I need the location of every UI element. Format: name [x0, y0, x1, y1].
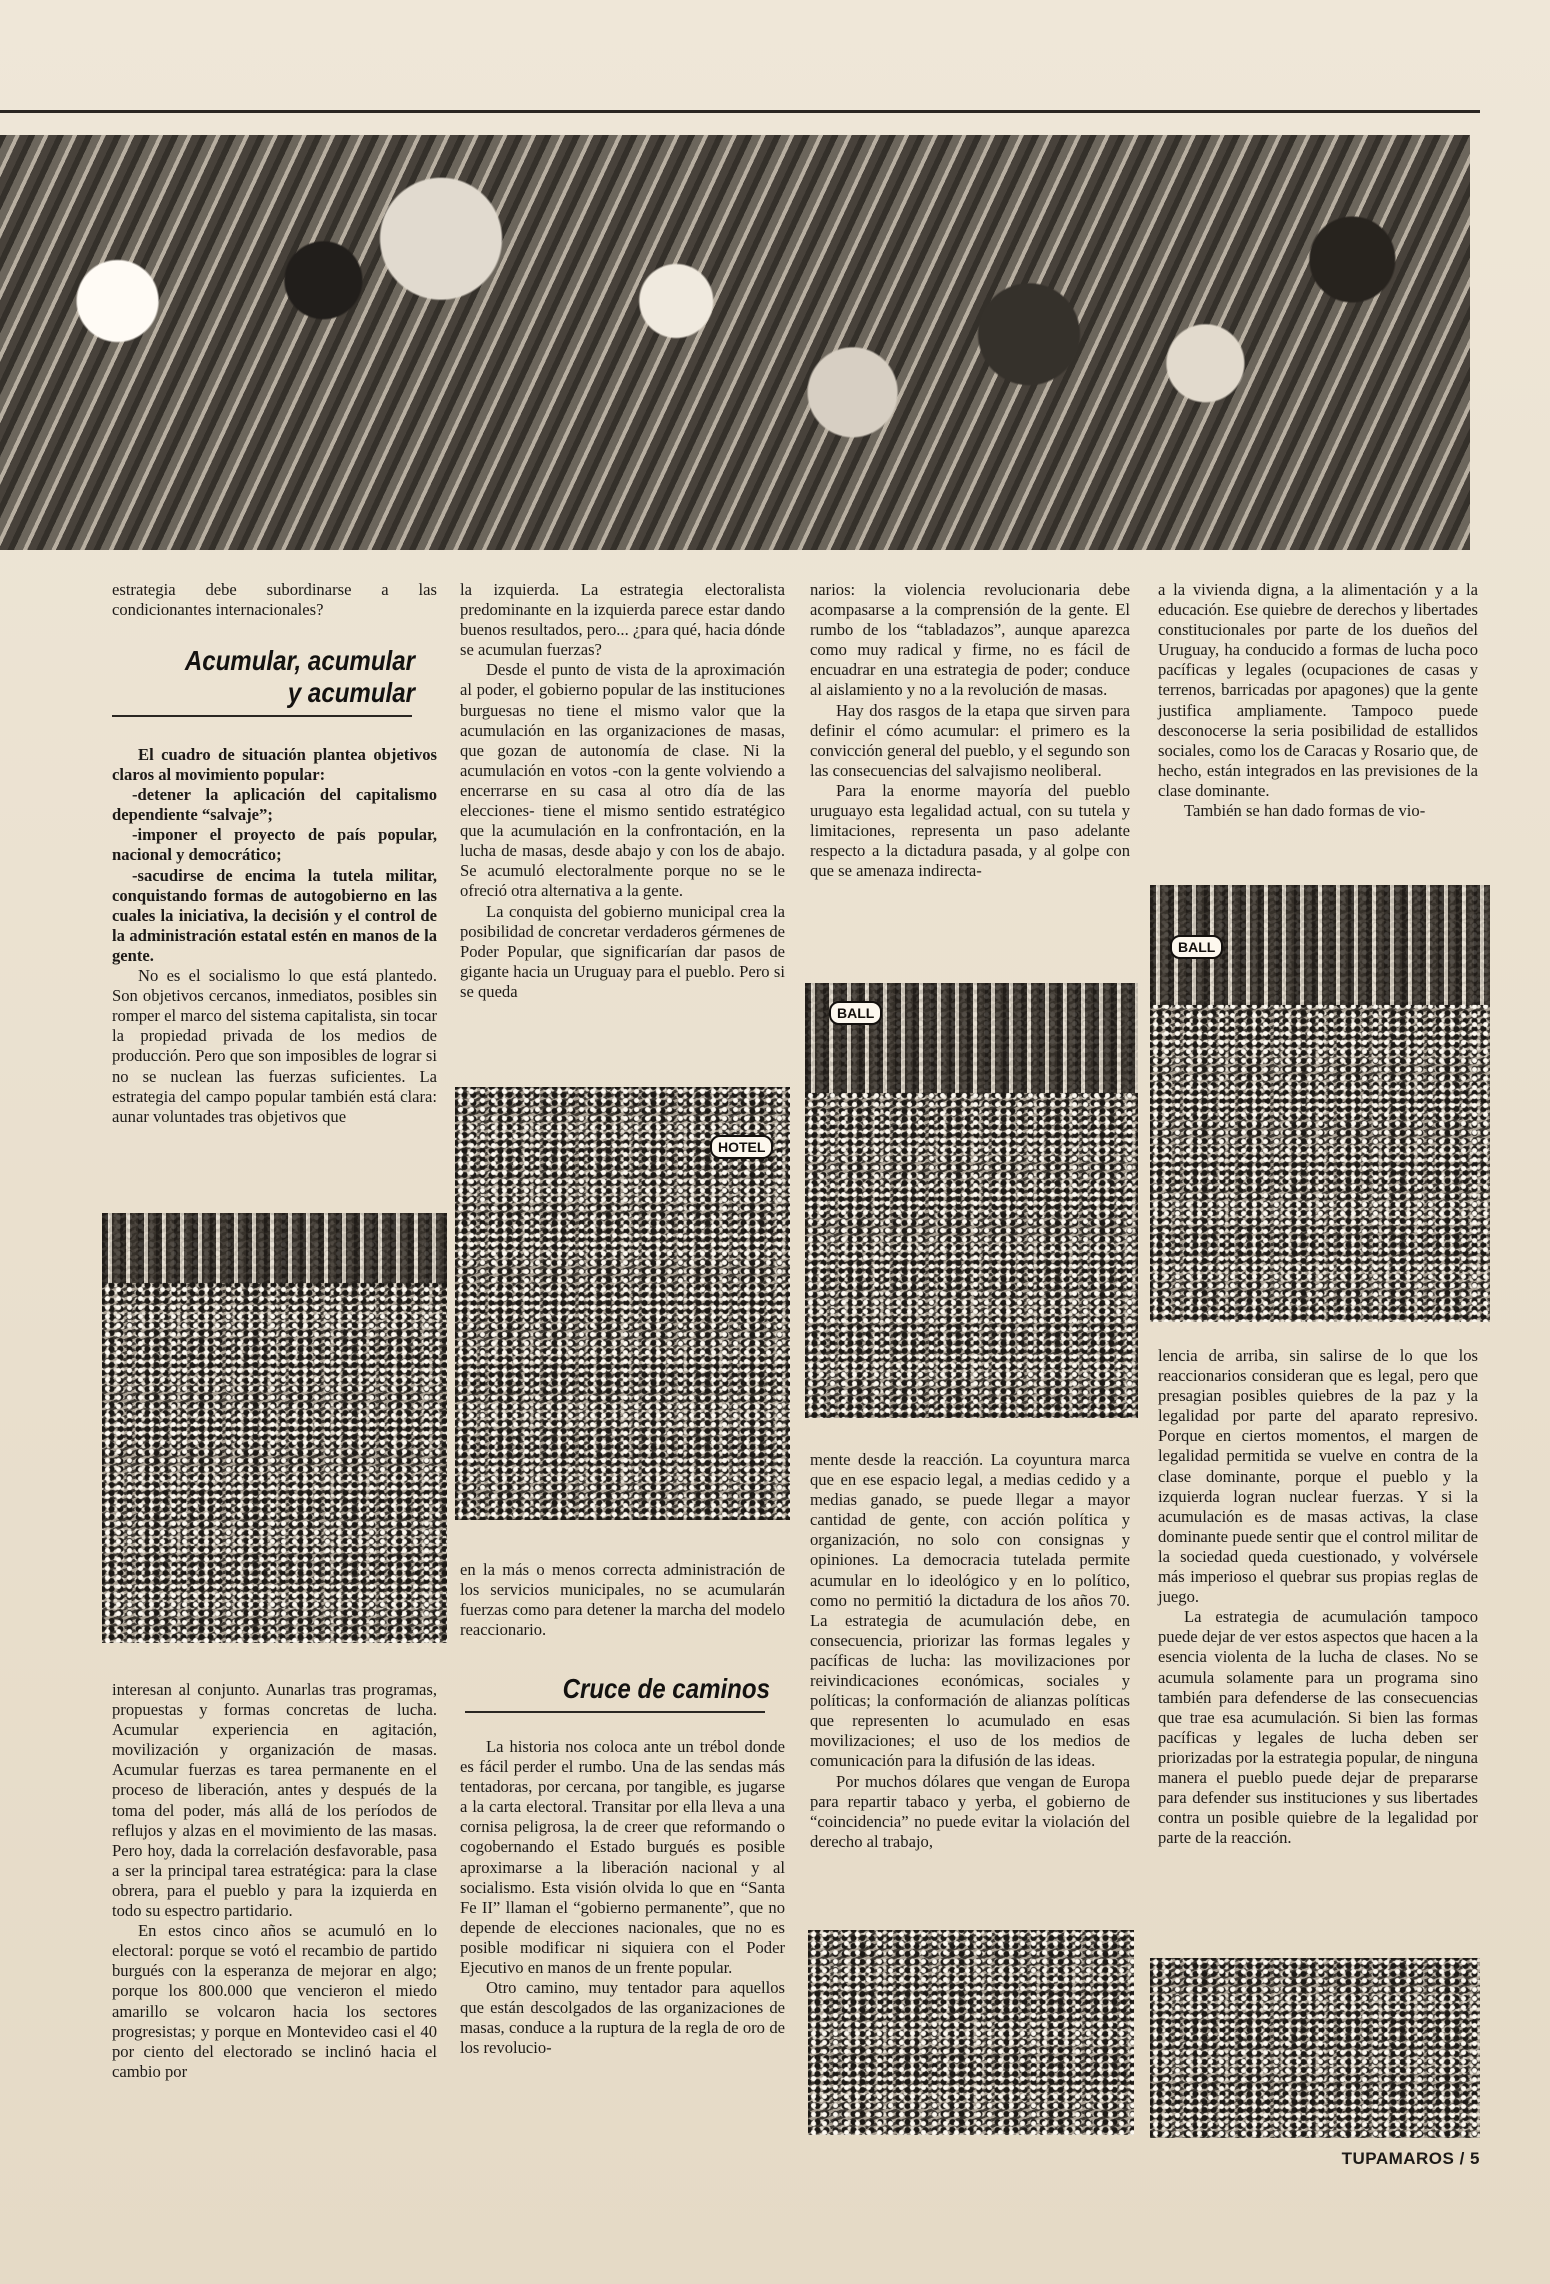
- col1-intro: El cuadro de situación plantea objetivos claros al movimiento popular:: [112, 745, 437, 785]
- col3-paragraph: narios: la violencia revolucionaria debe acompasarse a la comprensión de la gente. El rumbo de los “tabladazos”, aunque aparezca como muy radical y firme, no es fácil de encuadrar en una estrategia de poder; conduce al aislamiento y no a la revolución de masas.: [810, 580, 1130, 700]
- hotel-sign: HOTEL: [710, 1135, 773, 1159]
- column-4-lower: [1158, 1346, 1478, 1848]
- ball-sign-2: BALL: [1170, 935, 1223, 959]
- col1-paragraph: interesan al conjunto. Aunarlas tras programas, propuestas y formas concretas de lucha. Acumular experiencia en agitación, movilización y organización de masas. Acumular fuerzas es tarea permanente en el proceso de liberación, antes y después de la toma del poder, más allá de los períodos de reflujos y alzas en el movimiento de las masas. Pero hoy, dada la correlación desfavorable, pasa a ser la principal tarea estratégica: para la clase obrera, para el pueblo y para la izquierda en todo su espectro partidario.: [112, 1680, 437, 1921]
- col4-paragraph: También se han dado formas de vio-: [1184, 801, 1426, 821]
- column-2: [460, 580, 785, 1002]
- column-3: [810, 580, 1130, 881]
- col2-paragraph: Otro camino, muy tentador para aquellos que están descolgados de las organizaciones de masas, conduce a la ruptura de la regla de oro de los revolucio-: [460, 1978, 785, 2058]
- ball-sign: BALL: [829, 1001, 882, 1025]
- col1-top-paragraph: estrategia debe subordinarse a las condicionantes internacionales?: [112, 580, 437, 620]
- heading-rule-2: [465, 1711, 765, 1713]
- col2-paragraph: La historia nos coloca ante un trébol donde es fácil perder el rumbo. Una de las sendas más tentadoras, por cercana, por tangible, es jugarse a la carta electoral. Transitar por ella lleva a una cornisa peligrosa, la de creer que reformando o cogobernando el Estado burgués es posible aproximarse a la liberación nacional y al socialismo. Esta visión olvida lo que en “Santa Fe II” llaman el “gobierno permanente”, que no depende de elecciones nacionales, que no es posible modificar ni siquiera con el Poder Ejecutivo en manos de un frente popular.: [460, 1737, 785, 1978]
- section-heading-acumular: [127, 645, 415, 709]
- col4-paragraph: a la vivienda digna, a la alimentación y a la educación. Ese quiebre de derechos y libertades constitucionales por parte de los dueños del Uruguay, ha conducido a formas de lucha poco pacíficas y legales (ocupaciones de casas y terrenos, barricadas por apagones) que la gente justifica ampliamente. Tampoco puede desconocerse la seria posibilidad de estallidos sociales, como los de Caracas y Rosario que, de hecho, están integrados en las previsiones de la clase dominante.: [1158, 580, 1478, 800]
- crowd-photo-2: [455, 1087, 790, 1520]
- heading-line-2: y acumular: [287, 677, 415, 708]
- col1-paragraph: En estos cinco años se acumuló en lo electoral: porque se votó el recambio de partido burgués con la esperanza de mejorar en algo; porque los 800.000 que vencieron el miedo amarillo se volcaron hacia los sectores progresistas; y porque en Montevideo casi el 40 por ciento del electorado se inclinó hacia el cambio por: [112, 1921, 437, 2081]
- col3-paragraph: mente desde la reacción. La coyuntura marca que en ese espacio legal, a medias cedido y a medias ganado, se puede llegar a mayor cantidad de gente, con acción política y organización, no solo con consignas y opiniones. La democracia tutelada permite acumular en lo ideológico y en lo político, como no permitió la dictadura de los años 70. La estrategia de acumulación debe, en consecuencia, priorizar las formas legales y pacíficas de lucha: las movilizaciones por reivindicaciones económicas, sociales y políticas; la conformación de alianzas políticas que representen lo acumulado en esas movilizaciones; el uso de los medios de comunicación para la difusión de las ideas.: [810, 1450, 1130, 1771]
- crowd-photo-4: [1150, 885, 1490, 1322]
- col1-item: -sacudirse de encima la tutela militar, conquistando formas de autogobierno en las cuales la iniciativa, la decisión y el control de la administración estatal estén en manos de la gente.: [112, 865, 437, 965]
- hero-crowd-photo: [0, 135, 1470, 550]
- column-1-body: [112, 745, 437, 1127]
- top-rule: [0, 110, 1480, 113]
- crowd-photo-3: [805, 983, 1138, 1418]
- crowd-photo-6: [1150, 1958, 1480, 2138]
- col3-paragraph: Hay dos rasgos de la etapa que sirven para definir el cómo acumular: el primero es la convicción general del pueblo, y el segundo son las consecuencias del salvajismo neoliberal.: [810, 700, 1130, 780]
- column-4: [1158, 580, 1478, 821]
- col4-paragraph: lencia de arriba, sin salirse de lo que los reaccionarios consideran que es legal, pero que presagian posibles quiebres de la paz y la legalidad por parte del aparato represivo. Porque en ciertos momentos, el margen de legalidad permitida se vuelve en contra de la clase dominante, porque el pueblo y la izquierda logran nuclear fuerzas. Y si la acumulación es de masas activas, la clase dominante puede sentir que el control militar de la sociedad queda cuestionado, y volvérsele más imperioso el quebrar sus propias reglas de juego.: [1158, 1346, 1478, 1607]
- column-1: [112, 580, 437, 620]
- heading-cruce-text: Cruce de caminos: [562, 1673, 770, 1704]
- heading-line-1: Acumular, acumular: [184, 645, 415, 676]
- crowd-photo-5: [808, 1930, 1134, 2135]
- col1-item: -imponer el proyecto de país popular, nacional y democrático;: [112, 825, 437, 865]
- column-2-bottom: [460, 1737, 785, 2059]
- col2-paragraph: la izquierda. La estrategia electoralista predominante en la izquierda parece estar dando buenos resultados, pero... ¿para qué, hacia dónde se acumulan fuerzas?: [460, 580, 785, 660]
- col2-paragraph: en la más o menos correcta administración de los servicios municipales, no se acumularán fuerzas como para detener la marcha del modelo reaccionario.: [460, 1560, 785, 1640]
- col2-paragraph: Desde el punto de vista de la aproximación al poder, el gobierno popular de las instituciones burguesas no tiene el mismo valor que la acumulación en las organizaciones de masas, que gozan de autonomía de clase. Ni la acumulación en votos -con la gente volviendo a encerrarse en su casa al otro día de las elecciones- tiene el mismo sentido estratégico que la acumulación en la confrontación, en la lucha de masas, desde abajo y con los de abajo. Se acumuló electoralmente porque no se le ofreció otra alternativa a la gente.: [460, 660, 785, 901]
- col4-paragraph: La estrategia de acumulación tampoco puede dejar de ver estos aspectos que hacen a la esencia violenta de la lucha de clases. No se acumula solamente para un programa sino también para defenderse de las consecuencias que trae esa acumulación. Si bien las formas pacíficas y legales de lucha deben ser priorizadas por la estrategia popular, de ninguna manera el pueblo puede dejar de prepararse para defender sus instituciones y sus libertades contra un posible quiebre de la legalidad por parte de la reacción.: [1158, 1607, 1478, 1848]
- col1-item: -detener la aplicación del capitalismo dependiente “salvaje”;: [112, 785, 437, 825]
- crowd-photo-1: [102, 1213, 447, 1643]
- column-2-lower: [460, 1560, 785, 1640]
- footer-page-label: TUPAMAROS / 5: [1341, 2149, 1480, 2168]
- col3-paragraph: Para la enorme mayoría del pueblo uruguayo esta legalidad actual, con su tutela y limitaciones, representa un paso adelante respecto a la dictadura pasada, y al golpe con que se amenaza indirecta-: [810, 780, 1130, 881]
- column-1-lower: [112, 1680, 437, 2082]
- col3-paragraph: Por muchos dólares que vengan de Europa para repartir tabaco y yerba, el gobierno de “coincidencia” no puede evitar la violación del derecho al trabajo,: [810, 1771, 1130, 1851]
- heading-rule-1: [112, 715, 412, 717]
- col1-paragraph: No es el socialismo lo que está plantedo. Son objetivos cercanos, inmediatos, posibles sin romper el marco del sistema capitalista, sin tocar la propiedad privada de los medios de producción. Pero que son imposibles de lograr si no se nuclean las fuerzas suficientes. La estrategia del campo popular también está clara: aunar voluntades tras objetivos que: [112, 966, 437, 1126]
- section-heading-cruce: [512, 1673, 770, 1705]
- column-3-lower: [810, 1450, 1130, 1852]
- col2-paragraph: La conquista del gobierno municipal crea la posibilidad de concretar verdaderos gérmenes de Poder Popular, que significarían dar pasos de gigante hacia un Uruguay para el pueblo. Pero si se queda: [460, 901, 785, 1001]
